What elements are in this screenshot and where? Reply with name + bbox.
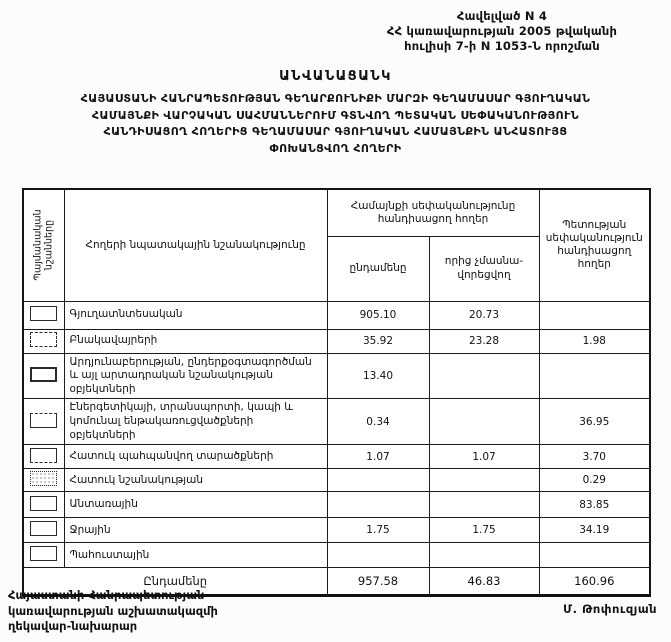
legend-symbol-icon [30, 546, 57, 561]
state-cell [539, 543, 650, 568]
title-line-2: ՀԱՄԱՅՆՔԻ ՎԱՐՉԱԿԱՆ ՍԱՀՄԱՆՆԵՐՈՒՄ ԳՏՆՎՈՂ ՊԵՏԱԿԱՆ ՍԵՓԱԿԱՆՈՒԹՅՈՒՆ [91, 108, 580, 122]
state-cell: 3.70 [539, 445, 650, 469]
legend-symbol-cell [23, 469, 64, 492]
signatory-name: Մ. Թոփուզյան [563, 602, 657, 616]
header-purpose: Հողերի նպատակային նշանակությունը [64, 189, 327, 301]
state-cell: 34.19 [539, 518, 650, 543]
non-privatizable-cell: 1.75 [429, 518, 539, 543]
legend-symbol-cell [23, 518, 64, 543]
signatory-title-line-3: ղեկավար-նախարար [8, 619, 138, 634]
total-row-state: 160.96 [539, 568, 650, 596]
table-row [23, 353, 650, 399]
legend-symbol-cell [23, 301, 64, 329]
non-privatizable-cell [429, 492, 539, 518]
non-privatizable-cell [429, 543, 539, 568]
non-privatizable-cell [429, 399, 539, 445]
total-row-non-privatizable: 46.83 [429, 568, 539, 596]
table-row [23, 469, 650, 492]
title-line-3: ՀԱՆԴԻՍԱՑՈՂ ՀՈՂԵՐԻՑ ԳԵՂԱՄԱՍԱՐ ԳՅՈՒՂԱԿԱՆ ՀԱՄԱՅՆՔԻՆ ԱՆՀԱՏՈՒՅՑ [103, 125, 568, 138]
state-cell: 1.98 [539, 329, 650, 353]
row-label-cell: Պահուստային [64, 543, 327, 568]
legend-symbol-icon [30, 306, 57, 321]
total-cell: 1.07 [327, 445, 429, 469]
signatory-title-line-2: կառավարության աշխատակազմի [8, 603, 218, 618]
annex-number: Հավելված N 4 [456, 9, 548, 23]
signatory-title-block [8, 588, 218, 635]
non-privatizable-cell [429, 469, 539, 492]
row-label-cell: Գյուղատնտեսական [64, 301, 327, 329]
total-row-total: 957.58 [327, 568, 429, 596]
title-line-1: ՀԱՅԱՍՏԱՆԻ ՀԱՆՐԱՊԵՏՈՒԹՅԱՆ ԳԵՂԱՐՔՈՒՆԻՔԻ ՄԱՐԶԻ ԳԵՂԱՄԱՍԱՐ ԳՅՈՒՂԱԿԱՆ [80, 92, 591, 105]
table-row [23, 301, 650, 329]
legend-symbol-icon [30, 521, 57, 536]
total-cell [327, 469, 429, 492]
header-non-privatizable: որից չմասնա-վորեցվող [429, 236, 539, 301]
legend-symbol-icon [30, 471, 57, 486]
table-row [23, 399, 650, 445]
title-line-4: ՓՈԽԱՆՑՎՈՂ ՀՈՂԵՐԻ [269, 141, 402, 155]
legend-symbol-icon [30, 448, 57, 463]
total-cell: 13.40 [327, 353, 429, 399]
legend-symbol-icon [30, 332, 57, 347]
header-community-span: Համայնքի սեփականությունը հանդիսացող հողեր [327, 189, 539, 236]
row-label-cell: Ջրային [64, 518, 327, 543]
state-cell: 0.29 [539, 469, 650, 492]
row-label-cell: Անտառային [64, 492, 327, 518]
total-cell: 1.75 [327, 518, 429, 543]
document-title: ԱՆՎԱՆԱՑԱՆԿ [279, 69, 392, 84]
annex-decision-line: հուլիսի 7-ի N 1053-Ն որոշման [404, 39, 600, 54]
row-label-cell: Արդյունաբերության, ընդերքօգտագործման և այլ արտադրական նշանակության օբյեկտների [64, 353, 327, 399]
state-cell [539, 353, 650, 399]
state-cell: 36.95 [539, 399, 650, 445]
non-privatizable-cell: 23.28 [429, 329, 539, 353]
legend-symbol-cell [23, 353, 64, 399]
table-row [23, 518, 650, 543]
row-label-cell: Էներգետիկայի, տրանսպորտի, կապի և կոմունալ ենթակառուցվածքների օբյեկտների [64, 399, 327, 445]
table-row [23, 445, 650, 469]
table-row [23, 492, 650, 518]
total-cell: 905.10 [327, 301, 429, 329]
state-cell [539, 301, 650, 329]
total-cell [327, 543, 429, 568]
legend-symbol-cell [23, 445, 64, 469]
document-title-block [10, 69, 661, 157]
row-label-cell: Բնակավայրերի [64, 329, 327, 353]
legend-symbol-cell [23, 543, 64, 568]
table-row [23, 329, 650, 353]
total-cell [327, 492, 429, 518]
non-privatizable-cell [429, 353, 539, 399]
total-row-label: Ընդամենը [23, 568, 327, 596]
header-symbols [23, 189, 64, 301]
legend-symbol-icon [30, 367, 57, 382]
legend-symbol-icon [30, 413, 57, 428]
header-symbols-label: Պայմանական նշանները [32, 209, 55, 281]
row-label-cell: Հատուկ նշանակության [64, 469, 327, 492]
header-state-lands: Պետության սեփականություն հանդիսացող հողեր [539, 189, 650, 301]
land-transfer-table [22, 188, 651, 597]
non-privatizable-cell: 1.07 [429, 445, 539, 469]
annex-annotation [338, 9, 666, 55]
total-cell: 0.34 [327, 399, 429, 445]
header-total: ընդամենը [327, 236, 429, 301]
annex-government-line: ՀՀ կառավարության 2005 թվականի [386, 24, 618, 39]
table-row [23, 543, 650, 568]
state-cell: 83.85 [539, 492, 650, 518]
signatory-title-line-1: Հայաստանի Հանրապետության [8, 588, 205, 602]
legend-symbol-icon [30, 496, 57, 511]
legend-symbol-cell [23, 399, 64, 445]
non-privatizable-cell: 20.73 [429, 301, 539, 329]
total-cell: 35.92 [327, 329, 429, 353]
legend-symbol-cell [23, 492, 64, 518]
row-label-cell: Հատուկ պահպանվող տարածքների [64, 445, 327, 469]
legend-symbol-cell [23, 329, 64, 353]
